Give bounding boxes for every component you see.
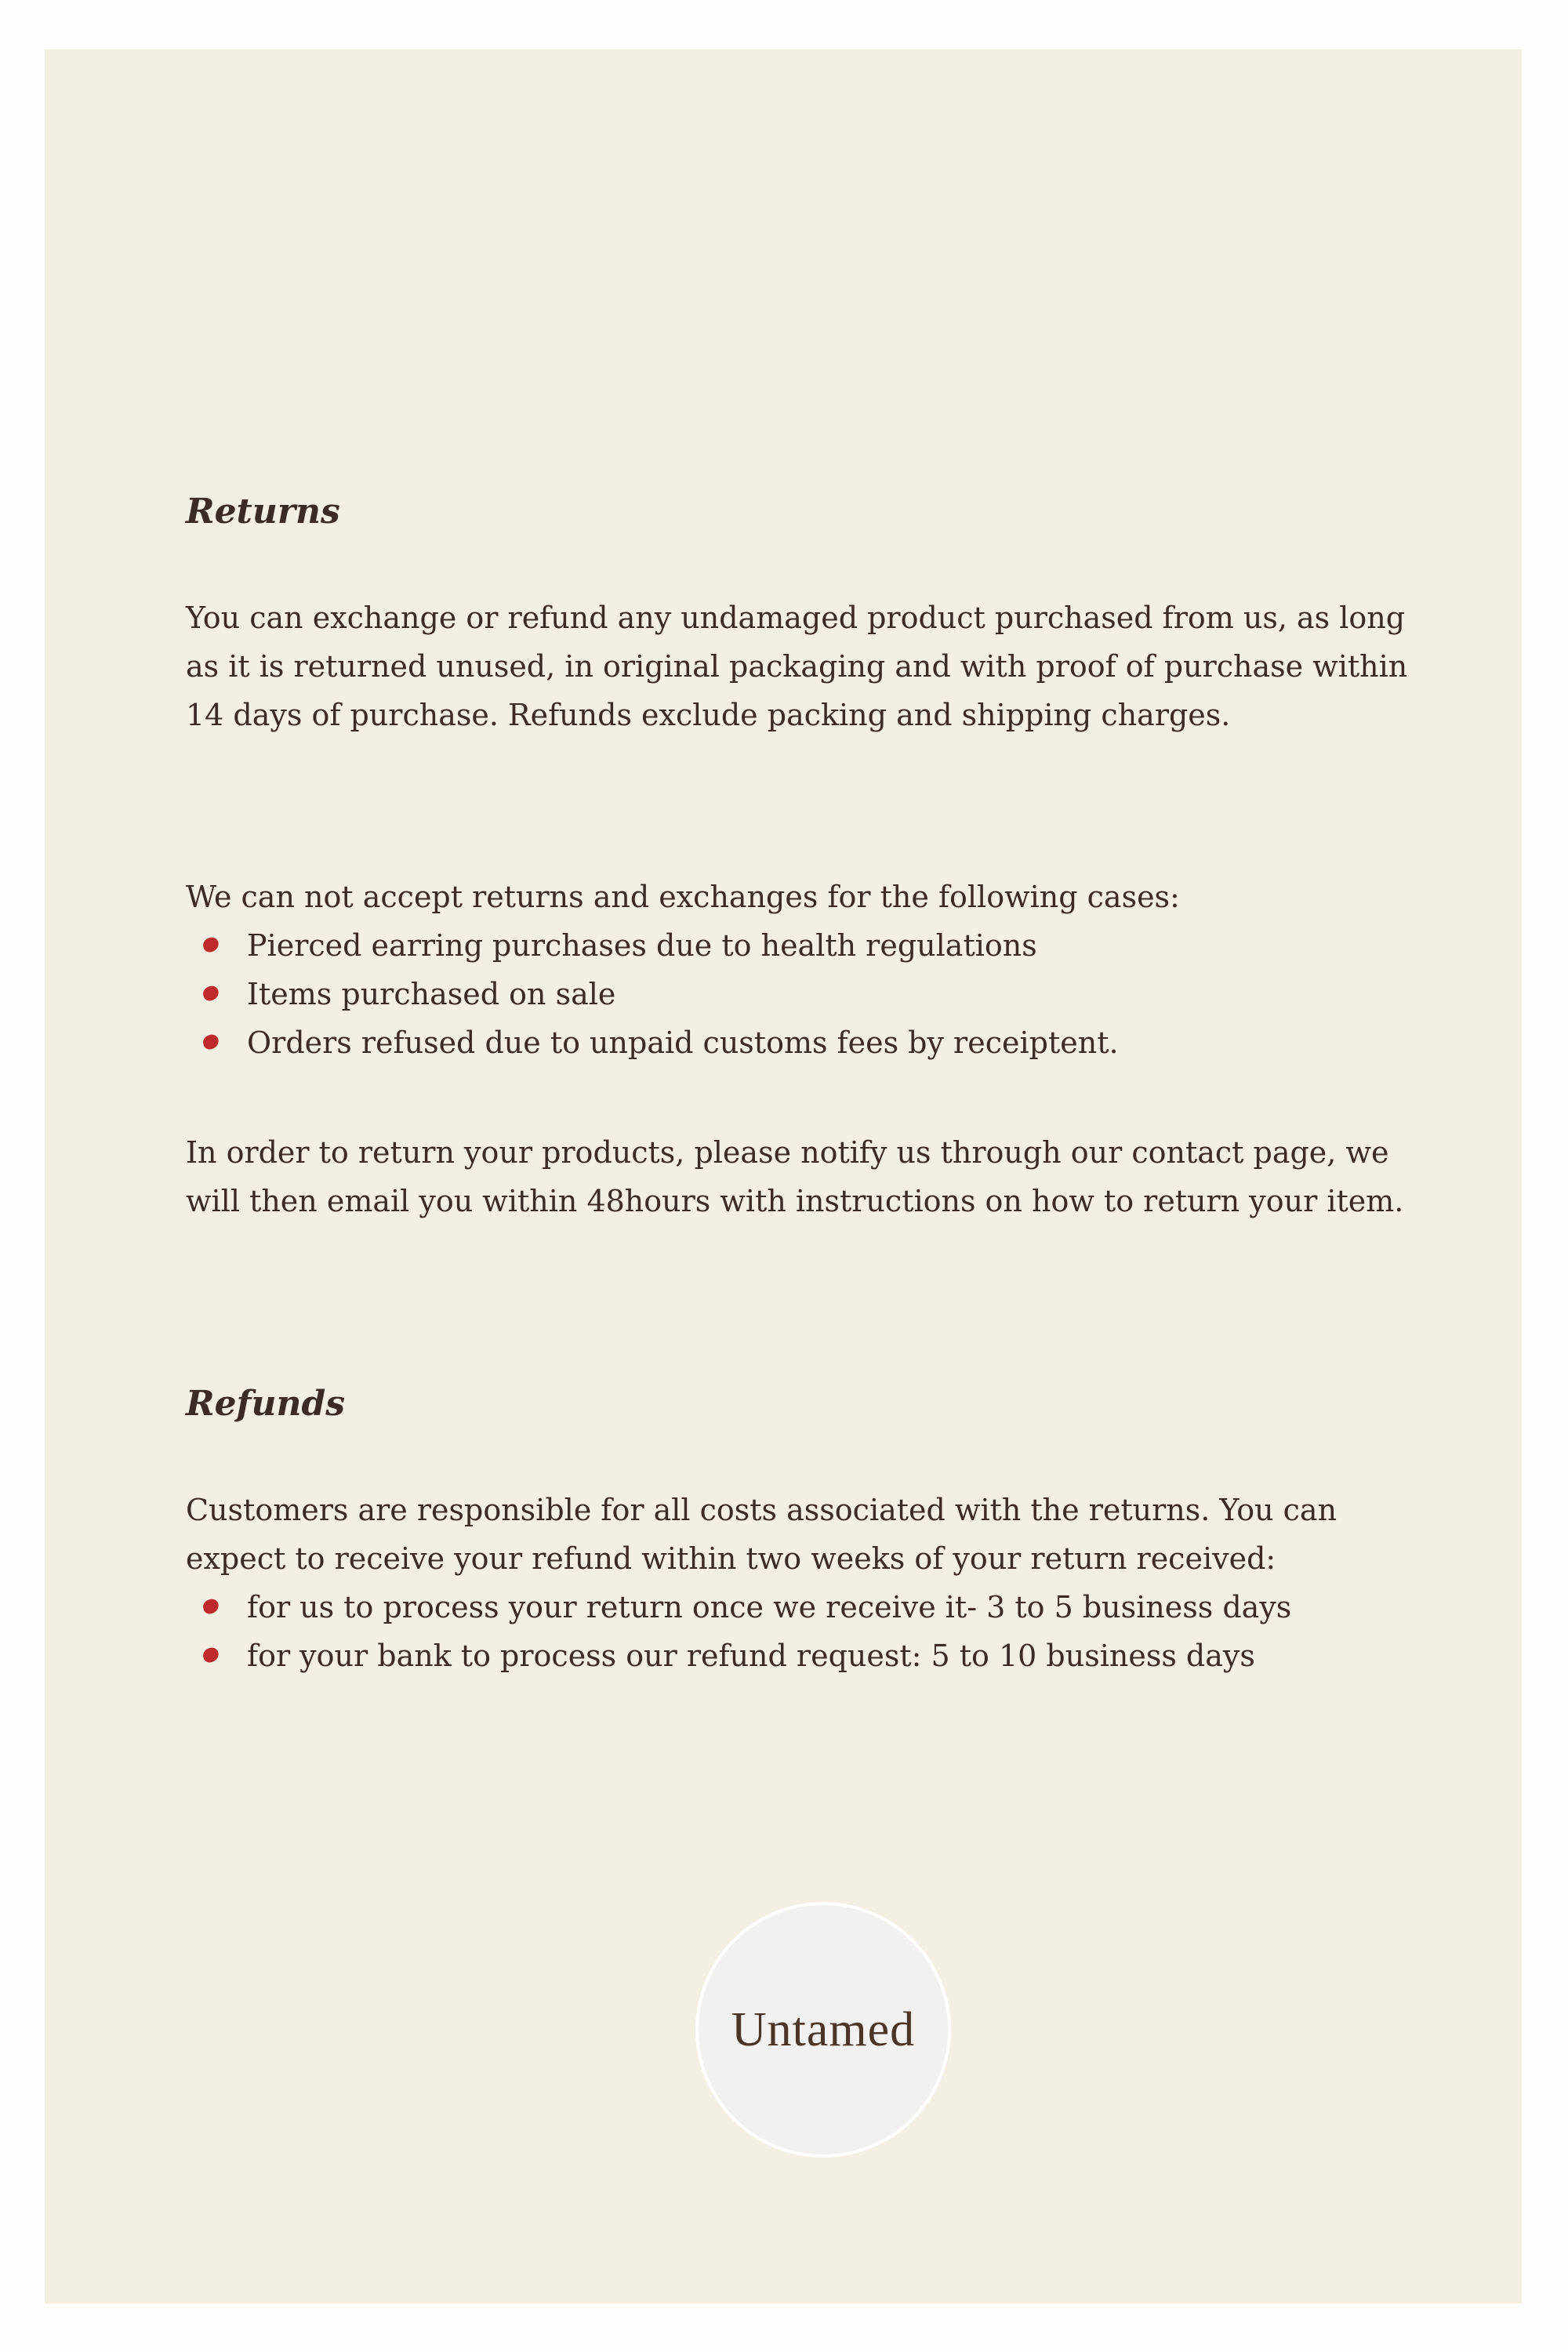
bullet-icon <box>201 1033 221 1051</box>
returns-exclusions-list <box>186 921 1119 1067</box>
policy-card <box>45 49 1522 2303</box>
bullet-icon <box>201 1646 221 1664</box>
bullet-icon <box>201 984 221 1002</box>
list-item-text: Pierced earring purchases due to health regulations <box>247 928 1037 963</box>
list-item <box>186 921 1119 970</box>
returns-heading: Returns <box>186 492 340 532</box>
refunds-steps-list <box>186 1583 1291 1680</box>
returns-instructions: In order to return your products, please notify us through our contact page, we will then email you within 48hours with instructions on how to return your item. <box>186 1135 1404 1218</box>
refunds-intro: Customers are responsible for all costs associated with the returns. You can expect to receive your refund within two weeks of your return received: <box>186 1493 1338 1576</box>
list-item <box>186 1632 1291 1680</box>
bullet-icon <box>201 1597 221 1615</box>
bullet-icon <box>201 935 221 953</box>
list-item-text: for your bank to process our refund request: 5 to 10 business days <box>247 1639 1255 1673</box>
returns-intro: You can exchange or refund any undamaged product purchased from us, as long as it is returned unused, in original packaging and with proof of purchase within 14 days of purchase. Refunds exclude packing and shipping charges. <box>186 601 1408 732</box>
brand-logo-text: Untamed <box>731 2002 916 2056</box>
list-item <box>186 970 1119 1018</box>
list-item-text: Items purchased on sale <box>247 977 616 1011</box>
list-item <box>186 1583 1291 1632</box>
brand-logo <box>695 1902 951 2158</box>
list-item <box>186 1018 1119 1067</box>
list-item-text: for us to process your return once we receive it- 3 to 5 business days <box>247 1590 1292 1624</box>
refunds-heading: Refunds <box>186 1384 346 1424</box>
returns-exclusions-intro: We can not accept returns and exchanges for the following cases: <box>186 880 1180 914</box>
list-item-text: Orders refused due to unpaid customs fees by receiptent. <box>247 1025 1119 1060</box>
